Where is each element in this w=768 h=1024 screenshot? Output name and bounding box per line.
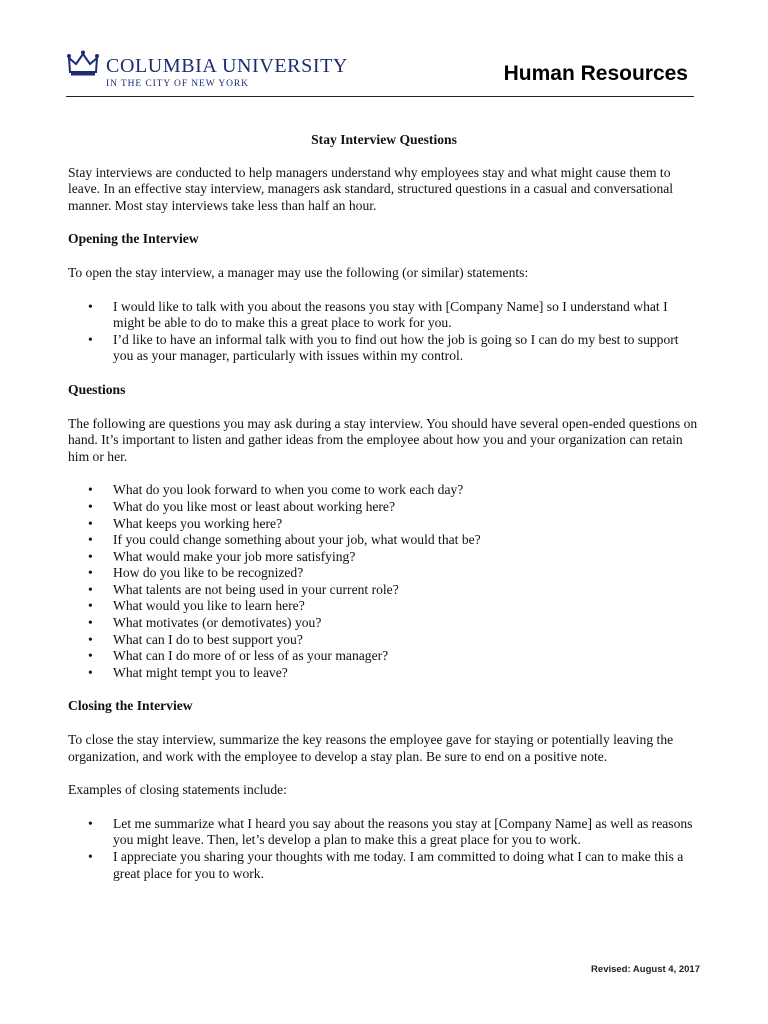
list-item-text: If you could change something about your job, what would that be? xyxy=(113,532,481,548)
list-item: • If you could change something about your job, what would that be? xyxy=(88,532,481,548)
page-header xyxy=(66,44,694,97)
closing-list xyxy=(68,816,700,882)
list-item: • What keeps you working here? xyxy=(88,515,283,531)
list-item: • I’d like to have an informal talk with you to find out how the job is going so I can do my best to support you as your manager, particularly with issues within my control. xyxy=(88,331,679,364)
list-item: • What might tempt you to leave? xyxy=(88,664,288,680)
logo-subtitle: IN THE CITY OF NEW YORK xyxy=(106,79,249,89)
list-item-text: What might tempt you to leave? xyxy=(113,664,288,680)
list-item-text: I would like to talk with you about the reasons you stay with [Company Name] so I understand what I might be able to do to make this a great place to work for you. xyxy=(113,298,668,331)
list-item-text: What do you look forward to when you come to work each day? xyxy=(113,482,464,498)
department-title: Human Resources xyxy=(503,62,688,85)
list-item: • What would you like to learn here? xyxy=(88,598,305,614)
intro-paragraph: Stay interviews are conducted to help managers understand why employees stay and what might cause them to leave. In an effective stay interview, managers ask standard, structured questions in a casual and conversational manner. Most stay interviews take less than half an hour. xyxy=(68,164,674,213)
list-item-text: What would make your job more satisfying? xyxy=(113,548,356,564)
document-body xyxy=(68,132,700,899)
questions-heading: Questions xyxy=(68,381,126,397)
list-item-text: I appreciate you sharing your thoughts with me today. I am committed to doing what I can to make this a great place for you to work. xyxy=(113,849,684,881)
document-title: Stay Interview Questions xyxy=(311,132,457,147)
list-item-text: I’d like to have an informal talk with you to find out how the job is going so I can do my best to support you as your manager, particularly with issues within my control. xyxy=(113,331,679,364)
list-item: • What can I do more of or less of as your manager? xyxy=(88,648,389,664)
list-item: • What talents are not being used in your current role? xyxy=(88,581,399,597)
list-item: • I appreciate you sharing your thoughts with me today. I am committed to doing what I can to make this a great place for you to work. xyxy=(88,849,684,881)
opening-list xyxy=(68,299,700,365)
closing-examples-lead: Examples of closing statements include: xyxy=(68,782,287,798)
list-item-text: What can I do more of or less of as your manager? xyxy=(113,648,389,664)
list-item: • What do you like most or least about working here? xyxy=(88,498,395,514)
list-item: • Let me summarize what I heard you say about the reasons you stay at [Company Name] as well as reasons you might leave. Then, let’s develop a plan to make this a great place for you to work. xyxy=(88,815,693,848)
university-logo xyxy=(66,48,348,94)
list-item-text: What would you like to learn here? xyxy=(113,598,305,614)
list-item-text: What do you like most or least about working here? xyxy=(113,498,395,514)
logo-name: COLUMBIA UNIVERSITY xyxy=(106,55,348,77)
opening-heading: Opening the Interview xyxy=(68,231,199,247)
questions-list xyxy=(68,482,700,681)
list-item: • What can I do to best support you? xyxy=(88,631,303,647)
list-item-text: What can I do to best support you? xyxy=(113,631,303,647)
list-item: • What motivates (or demotivates) you? xyxy=(88,615,322,631)
list-item: • What do you look forward to when you come to work each day? xyxy=(88,482,464,498)
closing-lead: To close the stay interview, summarize the key reasons the employee gave for staying or potentially leaving the organization, and work with the employee to develop a stay plan. Be sure to end on a positive note. xyxy=(68,732,674,764)
list-item-text: What talents are not being used in your current role? xyxy=(113,581,399,597)
revised-date: Revised: August 4, 2017 xyxy=(591,964,700,975)
list-item: • I would like to talk with you about the reasons you stay with [Company Name] so I understand what I might be able to do to make this a great place to work for you. xyxy=(88,298,668,331)
list-item: • What would make your job more satisfying? xyxy=(88,548,356,564)
list-item-text: What keeps you working here? xyxy=(113,515,283,531)
list-item-text: Let me summarize what I heard you say about the reasons you stay at [Company Name] as well as reasons you might leave. Then, let’s develop a plan to make this a great place for you to work. xyxy=(113,815,693,848)
closing-heading: Closing the Interview xyxy=(68,698,193,714)
questions-lead: The following are questions you may ask during a stay interview. You should have several open-ended questions on hand. It’s important to listen and gather ideas from the employee about how you and your organization can retain him or her. xyxy=(68,415,698,464)
list-item: • How do you like to be recognized? xyxy=(88,565,304,581)
crown-icon xyxy=(66,50,100,76)
opening-lead: To open the stay interview, a manager may use the following (or similar) statements: xyxy=(68,264,529,280)
list-item-text: What motivates (or demotivates) you? xyxy=(113,615,322,631)
list-item-text: How do you like to be recognized? xyxy=(113,565,304,581)
